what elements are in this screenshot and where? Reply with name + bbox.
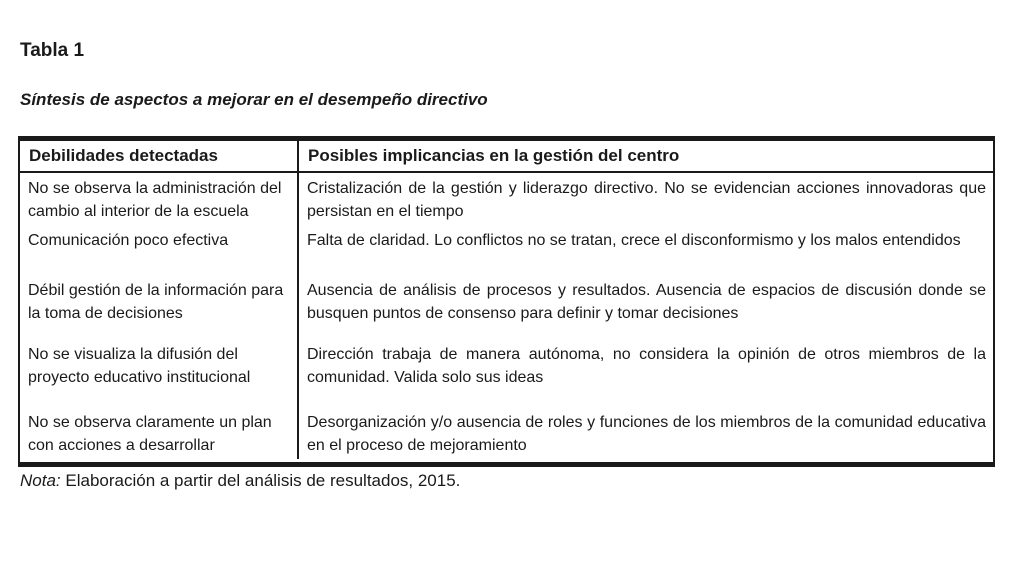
implication-cell: Desorganización y/o ausencia de roles y funciones de los miembros de la comunidad educativa en el proceso de mejoramiento [307,414,986,454]
header-row [20,141,993,172]
data-table [20,141,993,459]
table-note [20,471,460,491]
table-row [20,337,993,403]
implication-cell: Falta de claridad. Lo conflictos no se tratan, crece el disconformismo y los malos entendidos [307,232,961,249]
weakness-cell: Débil gestión de la información para la toma de decisiones [20,273,298,337]
table-row [20,403,993,459]
header-weaknesses: Debilidades detectadas [20,141,298,172]
table-container [18,136,995,467]
header-implications: Posibles implicancias en la gestión del centro [298,141,993,172]
table-row [20,229,993,273]
note-text: Elaboración a partir del análisis de resultados, 2015. [65,471,461,490]
implication-cell: Dirección trabaja de manera autónoma, no considera la opinión de otros miembros de la comunidad. Valida solo sus ideas [307,346,986,386]
weakness-cell: No se observa claramente un plan con acciones a desarrollar [20,403,298,459]
table-row [20,273,993,337]
weakness-cell: No se observa la administración del cambio al interior de la escuela [20,172,298,229]
table-row [20,172,993,229]
implication-cell: Cristalización de la gestión y liderazgo directivo. No se evidencian acciones innovadoras que persistan en el tiempo [307,180,986,220]
implication-cell: Ausencia de análisis de procesos y resultados. Ausencia de espacios de discusión donde se busquen puntos de consenso para definir y tomar decisiones [307,282,986,322]
weakness-cell: Comunicación poco efectiva [20,229,298,273]
table-caption: Síntesis de aspectos a mejorar en el desempeño directivo [20,90,488,109]
weakness-cell: No se visualiza la difusión del proyecto educativo institucional [20,337,298,403]
note-label: Nota: [20,471,61,490]
table-label: Tabla 1 [20,40,85,61]
